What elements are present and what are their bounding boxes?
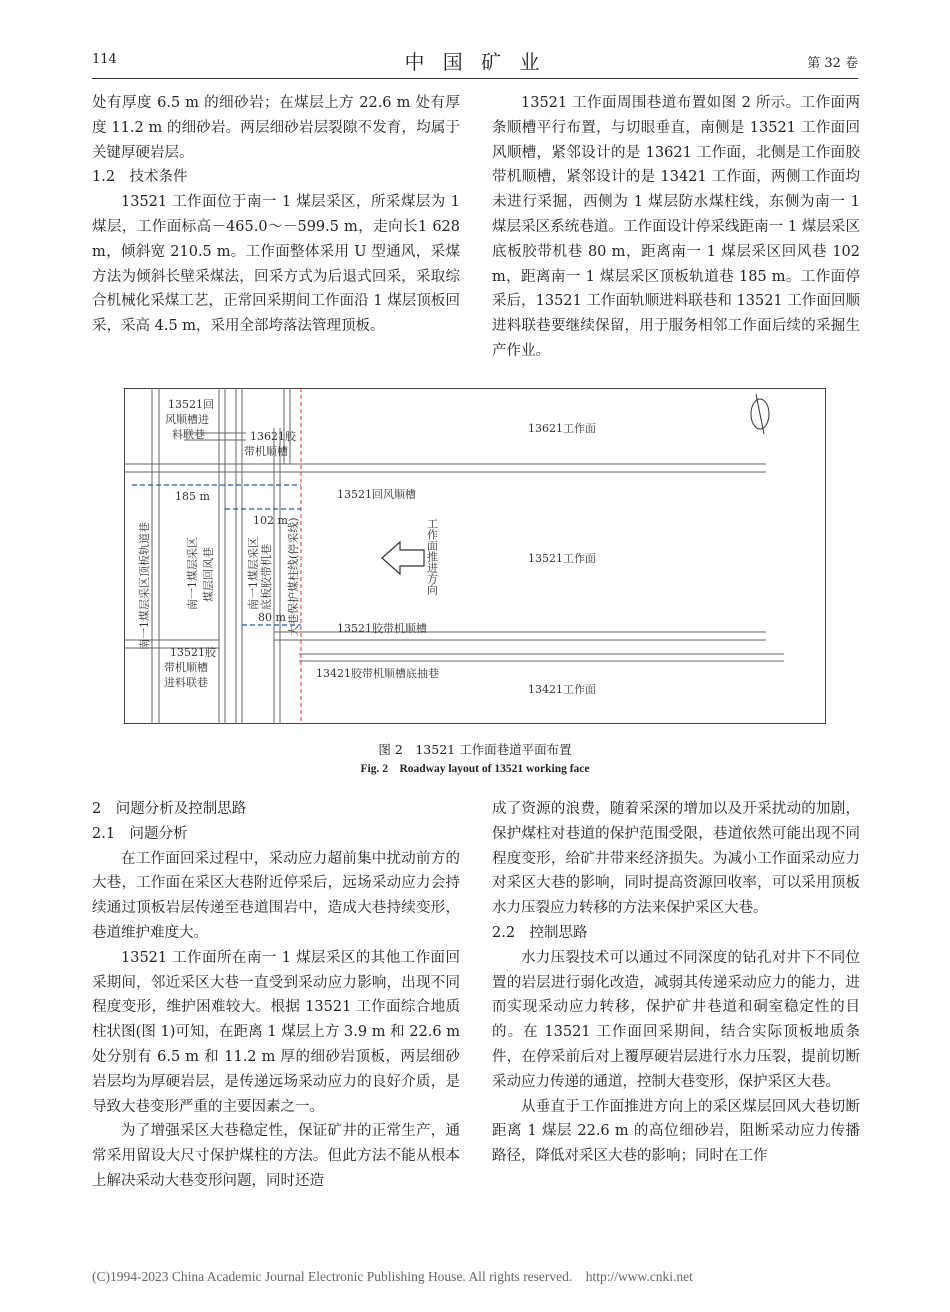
bottom-left-column [92, 797, 460, 1194]
journal-title: 中 国 矿 业 [404, 50, 546, 74]
stop-line-label: 大巷保护煤柱线(停采线) [287, 517, 300, 636]
roadway-layout-figure [124, 388, 826, 724]
return-airway-label-line1: 南一1煤层采区 [186, 537, 199, 610]
belt-link-label: 13521胶 带机顺槽 进料联巷 [164, 646, 216, 689]
control-paragraph-1: 水力压裂技术可以通过不同深度的钻孔对井下不同位置的岩层进行弱化改造，减弱其传递采动应力的能力，进而实现采动应力转移，保护矿井巷道和硐室稳定性的目的。在 13521 工作面回采期间，结合实际顶板地质条件，在停采前后对上覆厚硬岩层进行水力压裂，提前切断采动应力传递的通道，控制大巷变形，保护采区大巷。 [492, 949, 860, 1090]
roof-track-label: 南一1煤层采区顶板轨道巷 [138, 522, 151, 650]
copyright-footer: (C)1994-2023 China Academic Journal Electronic Publishing House. All rights reserved. http://www.cnki.net [92, 1269, 693, 1284]
belt-13521-label: 13521胶带机顺槽 [337, 622, 427, 635]
dimension-lines [132, 485, 301, 625]
page-number: 114 [92, 52, 117, 67]
analysis-paragraph-1: 在工作面回采过程中，采动应力超前集中扰动前方的大巷，工作面在采区大巷附近停采后，远场采动应力会持续通过顶板岩层传递至巷道围岩中，造成大巷持续变形，巷道维护难度大。 [92, 850, 460, 941]
section-heading-2-2: 2.2 控制思路 [492, 924, 588, 941]
face-13621-label: 13621工作面 [528, 422, 596, 435]
top-left-column [92, 91, 460, 339]
face-13521-label: 13521工作面 [528, 552, 596, 565]
dist-80-label: 80 m [258, 611, 286, 624]
return-link-label: 13521回 风顺槽进 料联巷 [165, 398, 214, 441]
belt-13621-label: 13621胶 带机顺槽 [244, 430, 296, 458]
header-rule [92, 78, 858, 79]
analysis-continued-paragraph: 成了资源的浪费，随着采深的增加以及开采扰动的加剧，保护煤柱对巷道的保护范围受限，巷道依然可能出现不同程度变形，给矿井带来经济损失。为减小工作面采动应力对采区大巷的影响，同时提高资源回收率，可以采用顶板水力压裂应力转移的方法来保护采区大巷。 [492, 801, 860, 917]
belt-floor-label-line2: 底板胶带机巷 [260, 544, 273, 610]
belt-floor-label-line1: 南一1煤层采区 [247, 537, 260, 610]
volume-label: 第 32 卷 [807, 56, 858, 71]
return-airway-label-line2: 煤层回风巷 [202, 547, 215, 602]
bottom-13421-label: 13421胶带机顺槽底抽巷 [316, 667, 439, 680]
figure-caption-en: Fig. 2 Roadway layout of 13521 working face [360, 763, 590, 775]
advance-direction-arrow-icon [382, 542, 424, 574]
analysis-paragraph-2: 13521 工作面所在南一 1 煤层采区的其他工作面回采期间，邻近采区大巷一直受到采动应力影响，出现不同程度变形，维护困难较大。根据 13521 工作面综合地质柱状图(图 1)可知，在距离 1 煤层上方 3.9 m 和 22.6 m 处分别有 6.5 m 和 11.2 m 厚的细砂岩顶板，两层细砂岩层均为厚硬岩层，是传递远场采动应力的良好介质，是导致大巷变形严重的主要因素之一。 [92, 949, 460, 1115]
face-13421-label: 13421工作面 [528, 683, 596, 696]
top-right-column [492, 91, 860, 364]
direction-label: 工作面推进方向 [425, 518, 439, 595]
figure-frame [125, 389, 826, 724]
dist-185-label: 185 m [175, 490, 210, 503]
horizontal-roadways [124, 433, 784, 661]
control-paragraph-2: 从垂直于工作面推进方向上的采区煤层回风大巷切断距离 1 煤层 22.6 m 的高位细砂岩，阻断采动应力传播路径，降低对采区大巷的影响；同时在工作 [492, 1098, 860, 1165]
dist-102-label: 102 m [253, 514, 288, 527]
north-arrow-icon [751, 394, 769, 434]
roadway-layout-paragraph: 13521 工作面周围巷道布置如图 2 所示。工作面两条顺槽平行布置，与切眼垂直，南侧是 13521 工作面回风顺槽，紧邻设计的是 13621 工作面，北侧是工作面胶带机顺槽，紧邻设计的是 13421 工作面，两侧工作面均未进行采掘，西侧为 1 煤层防水煤柱线，东侧为南一 1 煤层采区系统巷道。工作面设计停采线距南一 1 煤层采区底板胶带机巷 80 m，距离南一 1 煤层采区回风巷 102 m，距离南一 1 煤层采区顶板轨道巷 185 m。工作面停采后，13521 工作面轨顺进料联巷和 13521 工作面回顺进料联巷要继续保留，用于服务相邻工作面后续的采掘生产作业。 [492, 95, 860, 359]
section-heading-1-2: 1.2 技术条件 [92, 169, 188, 186]
section-heading-2-1: 2.1 问题分析 [92, 825, 188, 842]
analysis-paragraph-3: 为了增强采区大巷稳定性，保证矿井的正常生产，通常采用留设大尺寸保护煤柱的方法。但此方法不能从根本上解决采动大巷变形问题，同时还造 [92, 1123, 460, 1189]
continued-paragraph: 处有厚度 6.5 m 的细砂岩；在煤层上方 22.6 m 处有厚度 11.2 m 的细砂岩。两层细砂岩层裂隙不发育，均属于关键厚硬岩层。 [92, 95, 460, 161]
tech-conditions-paragraph: 13521 工作面位于南一 1 煤层采区，所采煤层为 1 煤层，工作面标高－465.0～－599.5 m，走向长1 628 m，倾斜宽 210.5 m。工作面整体采用 U 型通风，采煤方法为倾斜长壁采煤法，回采方式为后退式回采，采取综合机械化采煤工艺，正常回采期间工作面沿 1 煤层顶板回采，采高 4.5 m，采用全部垮落法管理顶板。 [92, 194, 460, 335]
bottom-right-column [492, 797, 860, 1169]
figure-caption-cn: 图 2 13521 工作面巷道平面布置 [378, 742, 572, 757]
section-heading-2: 2 问题分析及控制思路 [92, 801, 247, 817]
return-13521-label: 13521回风顺槽 [337, 488, 416, 501]
